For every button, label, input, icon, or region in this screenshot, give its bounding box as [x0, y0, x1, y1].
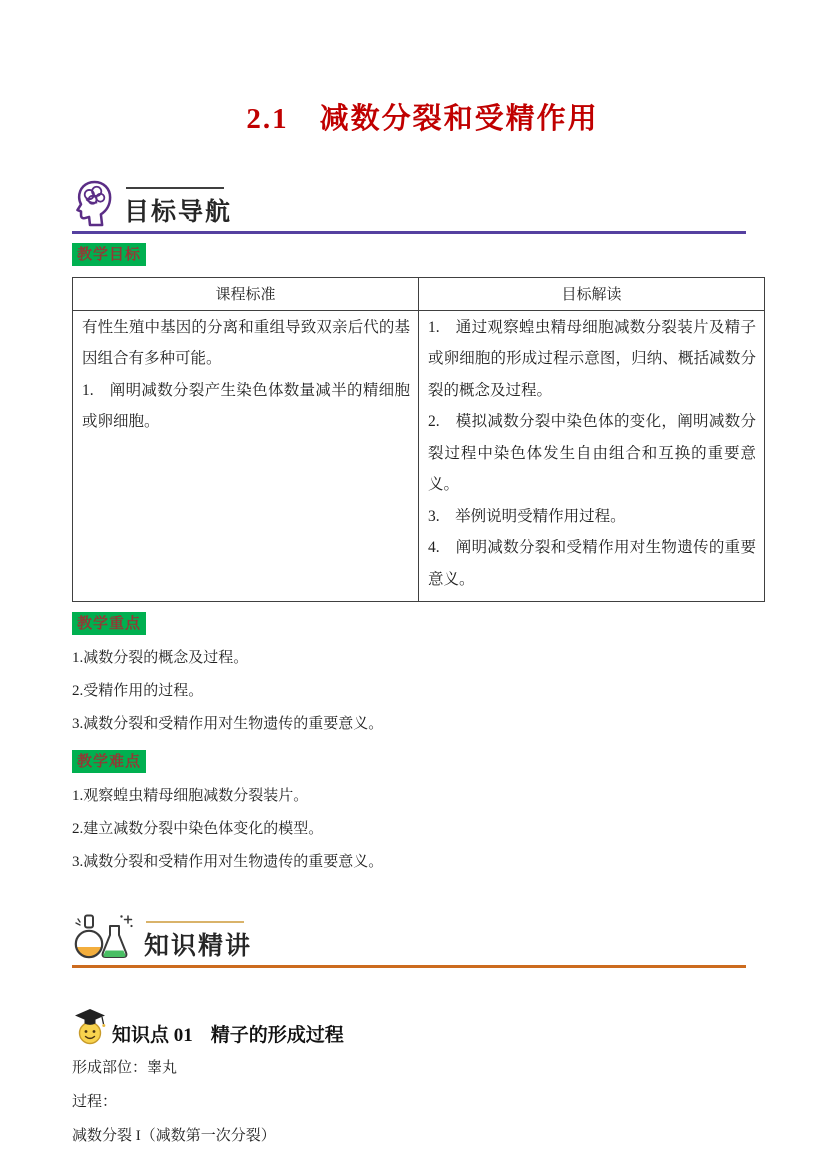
content-line: 过程：: [72, 1093, 118, 1110]
column-header-interpretation: 目标解读: [419, 277, 765, 310]
orange-divider: [72, 965, 746, 968]
decorative-topline: [146, 921, 244, 923]
page-title: 2.1 减数分裂和受精作用: [246, 103, 599, 135]
knowledge-point-content: [72, 1058, 773, 1147]
objectives-table: [72, 277, 765, 603]
table-body-row: [73, 310, 765, 602]
goal-section-title: 目标导航: [124, 198, 233, 226]
interpretation-paragraph: 3. 举例说明受精作用过程。: [428, 507, 626, 525]
knowledge-section-title: 知识精讲: [144, 932, 253, 960]
knowledge-section-title-wrap: [144, 921, 252, 963]
list-item: 2.建立减数分裂中染色体变化的模型。: [72, 821, 324, 837]
standards-cell: [73, 310, 419, 602]
column-header-standards: 课程标准: [73, 277, 419, 310]
table-header-row: [73, 277, 765, 310]
teaching-objectives-label: 教学目标: [72, 243, 146, 266]
knowledge-point-number: 知识点 01: [112, 1024, 193, 1046]
interpretation-paragraph: 2. 模拟减数分裂中染色体的变化，阐明减数分裂过程中染色体发生自由组合和互换的重要意义。: [428, 413, 756, 493]
teaching-difficulties-label: 教学难点: [72, 750, 146, 773]
knowledge-section-header: [72, 908, 773, 963]
list-item: 1.观察蝗虫精母细胞减数分裂装片。: [72, 788, 309, 804]
knowledge-point-title: 精子的形成过程: [210, 1024, 344, 1046]
list-item: 2.受精作用的过程。: [72, 683, 204, 699]
teaching-key-points-label: 教学重点: [72, 612, 146, 635]
knowledge-point-row: [72, 1002, 773, 1049]
lab-flasks-icon: [72, 913, 134, 968]
content-line: 减数分裂 I（减数第一次分裂）: [72, 1127, 276, 1144]
knowledge-point-heading: [112, 1023, 344, 1049]
interpretation-paragraph: 4. 阐明减数分裂和受精作用对生物遗传的重要意义。: [428, 539, 756, 588]
key-points-list: [72, 648, 773, 734]
goal-section-header: [72, 174, 773, 229]
difficulties-list: [72, 786, 773, 872]
goal-section-title-wrap: [124, 187, 232, 229]
interpretation-paragraph: 1. 通过观察蝗虫精母细胞减数分裂装片及精子或卵细胞的形成过程示意图，归纳、概括减数分裂的概念及过程。: [428, 318, 756, 399]
head-brain-icon: [72, 179, 114, 234]
list-item: 1.减数分裂的概念及过程。: [72, 650, 249, 666]
list-item: 3.减数分裂和受精作用对生物遗传的重要意义。: [72, 854, 384, 870]
list-item: 3.减数分裂和受精作用对生物遗传的重要意义。: [72, 716, 384, 732]
decorative-topline: [126, 187, 224, 189]
standards-paragraph: 1. 阐明减数分裂产生染色体数量减半的精细胞或卵细胞。: [82, 381, 410, 430]
graduate-face-icon: [72, 1006, 108, 1053]
interpretation-cell: [419, 310, 765, 602]
goal-section: [72, 174, 773, 872]
standards-paragraph: 有性生殖中基因的分离和重组导致双亲后代的基因组合有多种可能。: [82, 318, 410, 367]
content-line: 形成部位：睾丸: [72, 1059, 178, 1076]
knowledge-section: [72, 908, 773, 1147]
